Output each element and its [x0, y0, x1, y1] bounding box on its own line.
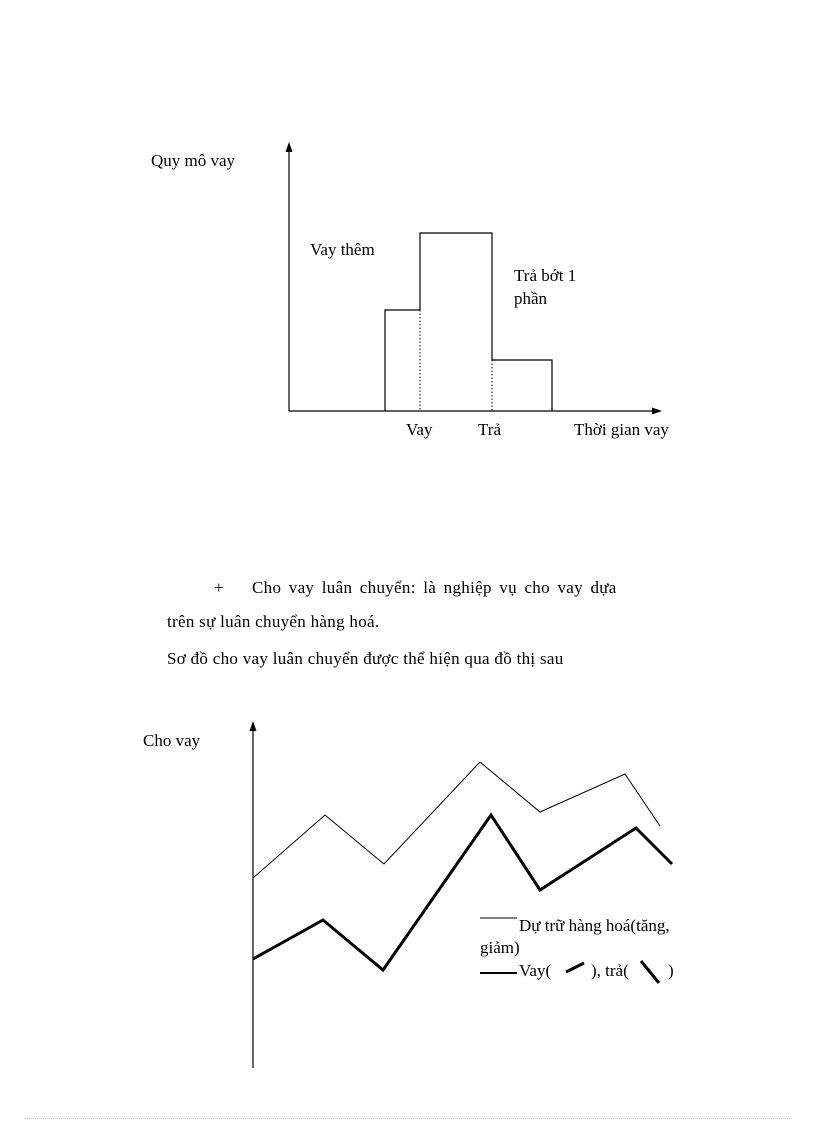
- bullet-plus: +: [214, 578, 224, 597]
- diagram1-x-axis-label: Thời gian vay: [574, 420, 669, 439]
- paragraph-line-2: trên sự luân chuyển hàng hoá.: [167, 612, 380, 631]
- tick-label-repay: Trả: [478, 420, 501, 439]
- diagram2-y-arrow: [250, 721, 257, 731]
- borrow-more-label: Vay thêm: [310, 240, 375, 259]
- repay-part-label-line2: phần: [514, 289, 548, 308]
- diagram2-y-axis-label: Cho vay: [143, 731, 201, 750]
- diagram1-y-axis-label: Quy mô vay: [151, 151, 236, 170]
- legend-loan-mid: ), trả(: [591, 961, 629, 980]
- paragraph-line-3: Sơ đồ cho vay luân chuyển được thể hiện qua đồ thị sau: [167, 649, 564, 668]
- inventory-line: [253, 762, 660, 878]
- repay-down-mark-icon: [641, 961, 659, 983]
- legend-inventory-line2: giảm): [480, 938, 520, 957]
- legend-loan-prefix: Vay(: [519, 961, 552, 980]
- loan-line: [253, 815, 672, 970]
- borrow-up-mark-icon: [566, 963, 584, 972]
- legend-loan-suffix: ): [668, 961, 674, 980]
- legend-inventory-line1: Dự trữ hàng hoá(tăng,: [519, 916, 670, 935]
- page-footer-rule: [24, 1118, 792, 1119]
- tick-label-borrow: Vay: [406, 420, 433, 439]
- paragraph-line-1: Cho vay luân chuyển: là nghiệp vụ cho vay dựa: [252, 578, 617, 597]
- repay-part-label-line1: Trả bớt 1: [514, 266, 577, 285]
